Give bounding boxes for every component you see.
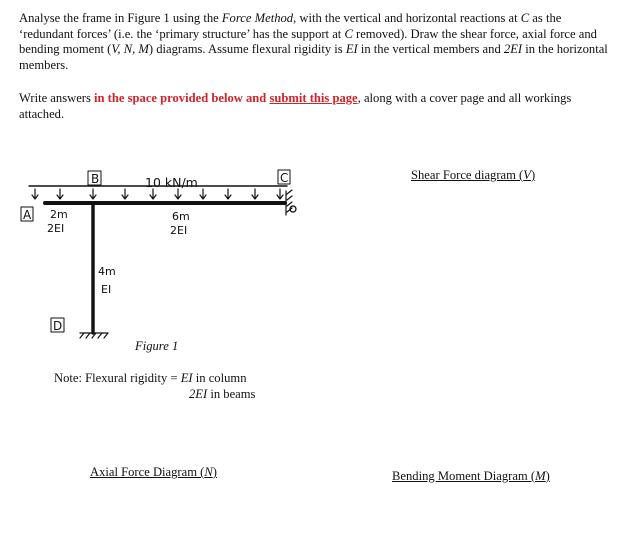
- bending-moment-heading: Bending Moment Diagram (M): [392, 469, 550, 483]
- node-b-label: B: [91, 172, 100, 186]
- right-rigidity-label: 2EI: [170, 224, 188, 237]
- note-line-1: Note: Flexural rigidity = EI in column: [54, 371, 247, 385]
- node-a-label: A: [23, 208, 32, 222]
- axial-force-heading: Axial Force Diagram (N): [90, 465, 217, 479]
- node-c-label: C: [280, 171, 289, 185]
- column-rigidity-label: EI: [101, 283, 112, 296]
- pin-support-c: [286, 190, 296, 215]
- shear-force-heading: Shear Force diagram (V): [411, 168, 536, 182]
- highlight-submit-page: submit this page: [269, 91, 358, 105]
- figure-caption: Figure 1: [135, 339, 179, 353]
- submission-instruction: Write answers in the space provided below and submit this page, along with a cover page and all workings attached.: [19, 91, 572, 121]
- note-line-2: 2EI in beams: [189, 387, 256, 401]
- column-length-label: 4m: [98, 265, 116, 278]
- question-intro: Analyse the frame in Figure 1 using the Force Method, with the vertical and horizontal reactions at C as the ‘redundant forces’ (i.e. the ‘primary structure’ has the support at C removed). Draw the shear force, axial force and bending moment (V, N, M) diagrams. Assume flexural rigidity is EI in the vertical members and 2EI in the horizontal members.: [19, 11, 608, 72]
- left-rigidity-label: 2EI: [47, 222, 65, 235]
- node-d-label: D: [53, 319, 63, 333]
- load-arrows: [32, 189, 283, 199]
- left-span-label: 2m: [50, 208, 68, 221]
- highlight-space-provided: in the space provided below and: [94, 91, 267, 105]
- load-label: 10 kN/m: [145, 175, 198, 190]
- right-span-label: 6m: [172, 210, 190, 223]
